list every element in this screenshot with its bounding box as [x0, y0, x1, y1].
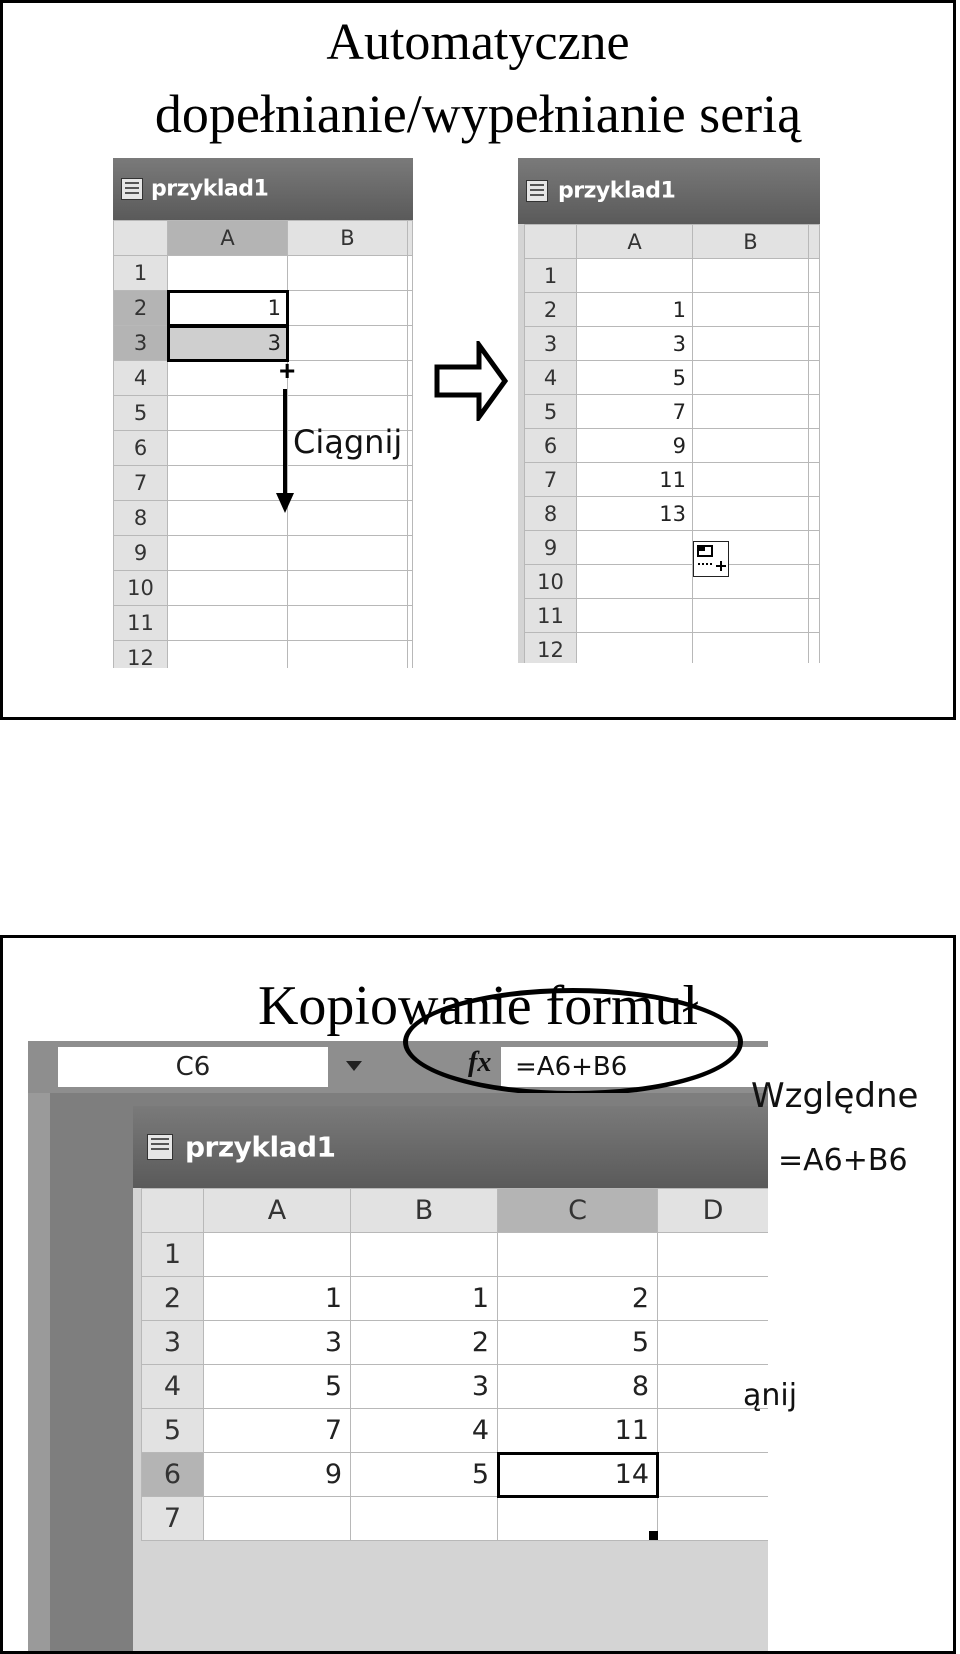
- column-header-c[interactable]: C: [498, 1189, 658, 1233]
- cell[interactable]: [809, 497, 820, 531]
- cell-b3[interactable]: [288, 326, 408, 361]
- row-header[interactable]: 9: [525, 531, 577, 565]
- drag-label: Ciągnij: [293, 423, 403, 461]
- column-header-b[interactable]: B: [693, 225, 809, 259]
- cell-d5[interactable]: [658, 1409, 769, 1453]
- column-header-b[interactable]: B: [351, 1189, 498, 1233]
- workbook-window: [133, 1106, 768, 1654]
- relative-formula-label: =A6+B6: [778, 1143, 908, 1178]
- cell-b11[interactable]: [288, 606, 408, 641]
- cell-c3[interactable]: 5: [498, 1321, 658, 1365]
- column-header-extra[interactable]: [408, 221, 413, 256]
- cell-b4[interactable]: [288, 361, 408, 396]
- row-header[interactable]: 11: [114, 606, 168, 641]
- cell-b8[interactable]: [693, 497, 809, 531]
- cell[interactable]: [809, 293, 820, 327]
- slide-title-line2: dopełnianie/wypełnianie serią: [154, 84, 802, 144]
- cell-b4[interactable]: [693, 361, 809, 395]
- cell-b6[interactable]: [693, 429, 809, 463]
- row-header[interactable]: 8: [525, 497, 577, 531]
- row-header[interactable]: 7: [114, 466, 168, 501]
- window-titlebar[interactable]: [133, 1106, 768, 1188]
- fill-handle-cursor-icon: +: [279, 355, 296, 386]
- cell-b3[interactable]: 2: [351, 1321, 498, 1365]
- workbook-window-before: [113, 158, 413, 668]
- row-header[interactable]: 4: [142, 1365, 204, 1409]
- cell-a7[interactable]: 11: [577, 463, 693, 497]
- cell-b7[interactable]: [351, 1497, 498, 1541]
- row-header[interactable]: 12: [525, 633, 577, 664]
- excel-workbook-icon: [147, 1134, 173, 1160]
- row-header[interactable]: 4: [525, 361, 577, 395]
- cell-b11[interactable]: [693, 599, 809, 633]
- cell[interactable]: [408, 291, 413, 326]
- cell-b3[interactable]: [693, 327, 809, 361]
- cell-b12[interactable]: [693, 633, 809, 664]
- cell-a11[interactable]: [168, 606, 288, 641]
- cell[interactable]: [809, 395, 820, 429]
- cell[interactable]: [809, 429, 820, 463]
- cell-b1[interactable]: [693, 259, 809, 293]
- cell[interactable]: [408, 256, 413, 291]
- cell-b12[interactable]: [288, 641, 408, 669]
- column-header-a[interactable]: A: [168, 221, 288, 256]
- cell-c2[interactable]: 2: [498, 1277, 658, 1321]
- formula-input[interactable]: =A6+B6: [501, 1047, 780, 1087]
- cell-d1[interactable]: [658, 1233, 769, 1277]
- result-arrow-icon: [433, 341, 508, 421]
- cell-a12[interactable]: [577, 633, 693, 664]
- cell[interactable]: [408, 501, 413, 536]
- cell[interactable]: [408, 571, 413, 606]
- excel-workbook-icon: [121, 178, 143, 200]
- cell[interactable]: [809, 633, 820, 664]
- cell-a3[interactable]: 3: [204, 1321, 351, 1365]
- cell-b7[interactable]: [693, 463, 809, 497]
- autofill-options-icon[interactable]: [693, 541, 729, 577]
- cell-b4[interactable]: 3: [351, 1365, 498, 1409]
- cell[interactable]: [809, 327, 820, 361]
- column-header-extra[interactable]: [809, 225, 820, 259]
- window-titlebar[interactable]: [518, 158, 820, 224]
- cell-a11[interactable]: [577, 599, 693, 633]
- corner-select-all[interactable]: [114, 221, 168, 256]
- spreadsheet-grid-after: [524, 224, 820, 663]
- cell-a8[interactable]: [168, 501, 288, 536]
- cell[interactable]: [408, 361, 413, 396]
- row-header[interactable]: 4: [114, 361, 168, 396]
- cell-a2[interactable]: 1: [168, 291, 288, 326]
- row-header[interactable]: 1: [142, 1233, 204, 1277]
- row-header[interactable]: 10: [525, 565, 577, 599]
- cell-d3[interactable]: [658, 1321, 769, 1365]
- workbook-window-after: [518, 158, 820, 663]
- row-header[interactable]: 3: [142, 1321, 204, 1365]
- window-titlebar[interactable]: [113, 158, 413, 220]
- row-header[interactable]: 8: [114, 501, 168, 536]
- cell-b8[interactable]: [288, 501, 408, 536]
- slide-title-line1: Automatyczne: [326, 14, 630, 71]
- cell-a12[interactable]: [168, 641, 288, 669]
- cell-a5[interactable]: 7: [577, 395, 693, 429]
- row-header[interactable]: 6: [114, 431, 168, 466]
- column-header-d[interactable]: D: [658, 1189, 769, 1233]
- cell-a1[interactable]: [577, 259, 693, 293]
- cell[interactable]: [408, 466, 413, 501]
- cell-a6[interactable]: [168, 431, 288, 466]
- cell-c5[interactable]: 11: [498, 1409, 658, 1453]
- row-header[interactable]: 12: [114, 641, 168, 669]
- cell[interactable]: [809, 259, 820, 293]
- window-title: przyklad1: [558, 178, 676, 204]
- cell-a3[interactable]: 3: [168, 326, 288, 361]
- name-box[interactable]: C6: [58, 1047, 328, 1087]
- cell[interactable]: [809, 565, 820, 599]
- window-title: przyklad1: [185, 1130, 336, 1164]
- cell-a3[interactable]: 3: [577, 327, 693, 361]
- window-title: przyklad1: [151, 176, 269, 202]
- row-header[interactable]: 3: [114, 326, 168, 361]
- row-header[interactable]: 2: [142, 1277, 204, 1321]
- cell-b2[interactable]: 1: [351, 1277, 498, 1321]
- row-header[interactable]: 2: [525, 293, 577, 327]
- cell[interactable]: [408, 431, 413, 466]
- excel-workbook-icon: [526, 180, 548, 202]
- row-header[interactable]: 11: [525, 599, 577, 633]
- row-header[interactable]: 1: [114, 256, 168, 291]
- cell-b6[interactable]: 5: [351, 1453, 498, 1497]
- corner-select-all[interactable]: [142, 1189, 204, 1233]
- column-header-a[interactable]: A: [204, 1189, 351, 1233]
- row-header[interactable]: 3: [525, 327, 577, 361]
- row-header[interactable]: 6: [142, 1453, 204, 1497]
- slide-title: Kopiowanie formuł: [257, 975, 699, 1037]
- cell-c1[interactable]: [498, 1233, 658, 1277]
- cell-b5[interactable]: 4: [351, 1409, 498, 1453]
- cell[interactable]: [408, 536, 413, 571]
- cell-a2[interactable]: 1: [577, 293, 693, 327]
- row-header[interactable]: 9: [114, 536, 168, 571]
- cell[interactable]: [809, 599, 820, 633]
- cell[interactable]: [408, 326, 413, 361]
- cell[interactable]: [809, 463, 820, 497]
- cell-b7[interactable]: [288, 466, 408, 501]
- cell-c6-active[interactable]: 14: [498, 1453, 658, 1497]
- relative-reference-label: Względne: [751, 1076, 919, 1116]
- cell-b10[interactable]: [288, 571, 408, 606]
- cell-a7[interactable]: [204, 1497, 351, 1541]
- cell-b5[interactable]: [693, 395, 809, 429]
- row-header[interactable]: 6: [525, 429, 577, 463]
- row-header[interactable]: 7: [525, 463, 577, 497]
- row-header[interactable]: 5: [142, 1409, 204, 1453]
- cell[interactable]: [408, 606, 413, 641]
- row-header[interactable]: 1: [525, 259, 577, 293]
- cell-c7[interactable]: [498, 1497, 658, 1541]
- cell-a4[interactable]: [168, 361, 288, 396]
- cell-b9[interactable]: [288, 536, 408, 571]
- insert-function-icon[interactable]: fx: [468, 1047, 492, 1078]
- cell-c4[interactable]: 8: [498, 1365, 658, 1409]
- cell-a10[interactable]: [577, 565, 693, 599]
- row-header[interactable]: 5: [525, 395, 577, 429]
- cell-a2[interactable]: 1: [204, 1277, 351, 1321]
- cell[interactable]: [408, 641, 413, 669]
- cell-d2[interactable]: [658, 1277, 769, 1321]
- row-header[interactable]: 10: [114, 571, 168, 606]
- row-header[interactable]: 2: [114, 291, 168, 326]
- cell-a4[interactable]: 5: [204, 1365, 351, 1409]
- cell-a9[interactable]: [168, 536, 288, 571]
- cell-a8[interactable]: 13: [577, 497, 693, 531]
- cell[interactable]: [809, 361, 820, 395]
- cell-d7[interactable]: [658, 1497, 769, 1541]
- column-header-b[interactable]: B: [288, 221, 408, 256]
- drag-label-partial: ąnij: [743, 1378, 798, 1413]
- cell-a9[interactable]: [577, 531, 693, 565]
- spreadsheet-grid: [141, 1188, 768, 1541]
- cell-b2[interactable]: [288, 291, 408, 326]
- cell-a6[interactable]: 9: [577, 429, 693, 463]
- cell-a7[interactable]: [168, 466, 288, 501]
- highlight-oval: [403, 988, 743, 1096]
- row-header[interactable]: 5: [114, 396, 168, 431]
- cell-b1[interactable]: [288, 256, 408, 291]
- column-header-a[interactable]: A: [577, 225, 693, 259]
- cell-a5[interactable]: 7: [204, 1409, 351, 1453]
- fill-handle[interactable]: [649, 1531, 658, 1540]
- slide-copy-formulas: [0, 935, 956, 1654]
- cell-a6[interactable]: 9: [204, 1453, 351, 1497]
- cell-b2[interactable]: [693, 293, 809, 327]
- cell-a1[interactable]: [204, 1233, 351, 1277]
- name-box-dropdown-icon[interactable]: [346, 1061, 362, 1071]
- cell-b1[interactable]: [351, 1233, 498, 1277]
- row-header[interactable]: 7: [142, 1497, 204, 1541]
- cell[interactable]: [809, 531, 820, 565]
- cell[interactable]: [408, 396, 413, 431]
- cell-a10[interactable]: [168, 571, 288, 606]
- cell-a4[interactable]: 5: [577, 361, 693, 395]
- slide-autofill: [0, 0, 956, 720]
- cell-a5[interactable]: [168, 396, 288, 431]
- corner-select-all[interactable]: [525, 225, 577, 259]
- cell-d6[interactable]: [658, 1453, 769, 1497]
- cell-a1[interactable]: [168, 256, 288, 291]
